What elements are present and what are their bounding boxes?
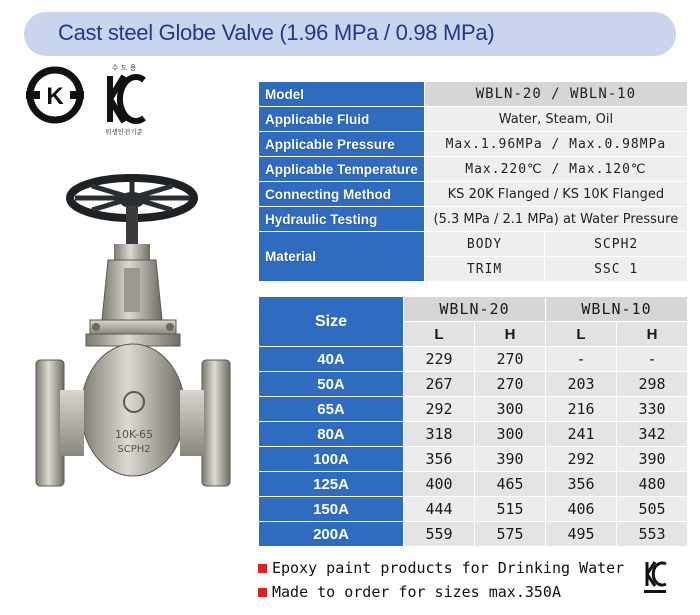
kc-certification-logo [100,62,148,138]
spec-label: Applicable Fluid [259,107,425,132]
red-square-bullet [258,588,267,597]
table-cell: 216 [546,397,617,422]
svg-text:10K-65: 10K-65 [114,428,154,441]
material-label: Material [259,232,425,282]
table-cell: - [546,347,617,372]
spec-label: Applicable Pressure [259,132,425,157]
table-row [259,497,688,522]
svg-text:수 도 용: 수 도 용 [111,64,137,72]
size-label: 50A [259,372,404,397]
spec-row [259,207,688,232]
page-title: Cast steel Globe Valve (1.96 MPa / 0.98 MPa) [58,20,495,45]
specification-table [258,81,688,282]
spec-label: Applicable Temperature [259,157,425,182]
spec-row [259,182,688,207]
table-cell: 505 [617,497,688,522]
material-value: SSC 1 [545,257,688,282]
table-cell: 575 [475,522,546,547]
table-cell: 300 [475,397,546,422]
spec-label: Connecting Method [259,182,425,207]
table-cell: 515 [475,497,546,522]
size-dimension-table [258,296,688,547]
table-cell: 330 [617,397,688,422]
table-cell: 342 [617,422,688,447]
table-cell: 400 [404,472,475,497]
table-cell: 390 [475,447,546,472]
table-cell: 465 [475,472,546,497]
svg-text:K: K [46,83,64,110]
table-row [259,447,688,472]
table-cell: 241 [546,422,617,447]
spec-value: Max.1.96MPa / Max.0.98MPa [424,132,687,157]
table-cell: 292 [546,447,617,472]
table-cell: 298 [617,372,688,397]
notes-list [258,556,638,604]
table-row [259,522,688,547]
material-part: BODY [424,232,545,257]
table-cell: 270 [475,347,546,372]
size-header-row [259,297,688,322]
ks-certification-logo [26,66,84,124]
spec-value: Water, Steam, Oil [424,107,687,132]
model-label: Model [259,82,425,107]
table-cell: 495 [546,522,617,547]
col-h-header: H [617,322,688,347]
table-cell: 356 [546,472,617,497]
table-cell: 203 [546,372,617,397]
note-item [258,556,638,580]
table-row [259,397,688,422]
table-cell: 300 [475,422,546,447]
table-cell: 444 [404,497,475,522]
table-cell: - [617,347,688,372]
table-cell: 267 [404,372,475,397]
table-cell: 318 [404,422,475,447]
size-label: 65A [259,397,404,422]
table-cell: 292 [404,397,475,422]
svg-text:위생안전기준: 위생안전기준 [105,128,143,136]
model-row [259,82,688,107]
table-cell: 229 [404,347,475,372]
size-label: 150A [259,497,404,522]
svg-text:SCPH2: SCPH2 [117,444,151,455]
table-row [259,372,688,397]
table-cell: 270 [475,372,546,397]
size-label: 80A [259,422,404,447]
model-value: WBLN-20 / WBLN-10 [424,82,687,107]
spec-value: Max.220℃ / Max.120℃ [424,157,687,182]
table-cell: 406 [546,497,617,522]
size-label: 100A [259,447,404,472]
spec-value: KS 20K Flanged / KS 10K Flanged [424,182,687,207]
spec-row [259,132,688,157]
table-cell: 559 [404,522,475,547]
note-text: Made to order for sizes max.350A [272,583,561,601]
globe-valve-image [30,170,245,575]
size-label: 200A [259,522,404,547]
note-item [258,580,638,604]
table-row [259,347,688,372]
table-row [259,422,688,447]
title-banner [24,12,676,56]
table-cell: 356 [404,447,475,472]
size-label: 125A [259,472,404,497]
table-cell: 390 [617,447,688,472]
spec-value: (5.3 MPa / 2.1 MPa) at Water Pressure [424,207,687,232]
col-h-header: H [475,322,546,347]
table-row [259,472,688,497]
red-square-bullet [258,564,267,573]
note-text: Epoxy paint products for Drinking Water [272,559,625,577]
material-row [259,232,688,257]
spec-label: Hydraulic Testing [259,207,425,232]
spec-row [259,107,688,132]
table-cell: 553 [617,522,688,547]
material-part: TRIM [424,257,545,282]
kc-mark-small-icon [642,556,668,596]
size-header: Size [259,297,404,347]
material-value: SCPH2 [545,232,688,257]
size-label: 40A [259,347,404,372]
col-l-header: L [404,322,475,347]
spec-row [259,157,688,182]
model-header: WBLN-20 [404,297,546,322]
table-cell: 480 [617,472,688,497]
col-l-header: L [546,322,617,347]
model-header: WBLN-10 [546,297,688,322]
